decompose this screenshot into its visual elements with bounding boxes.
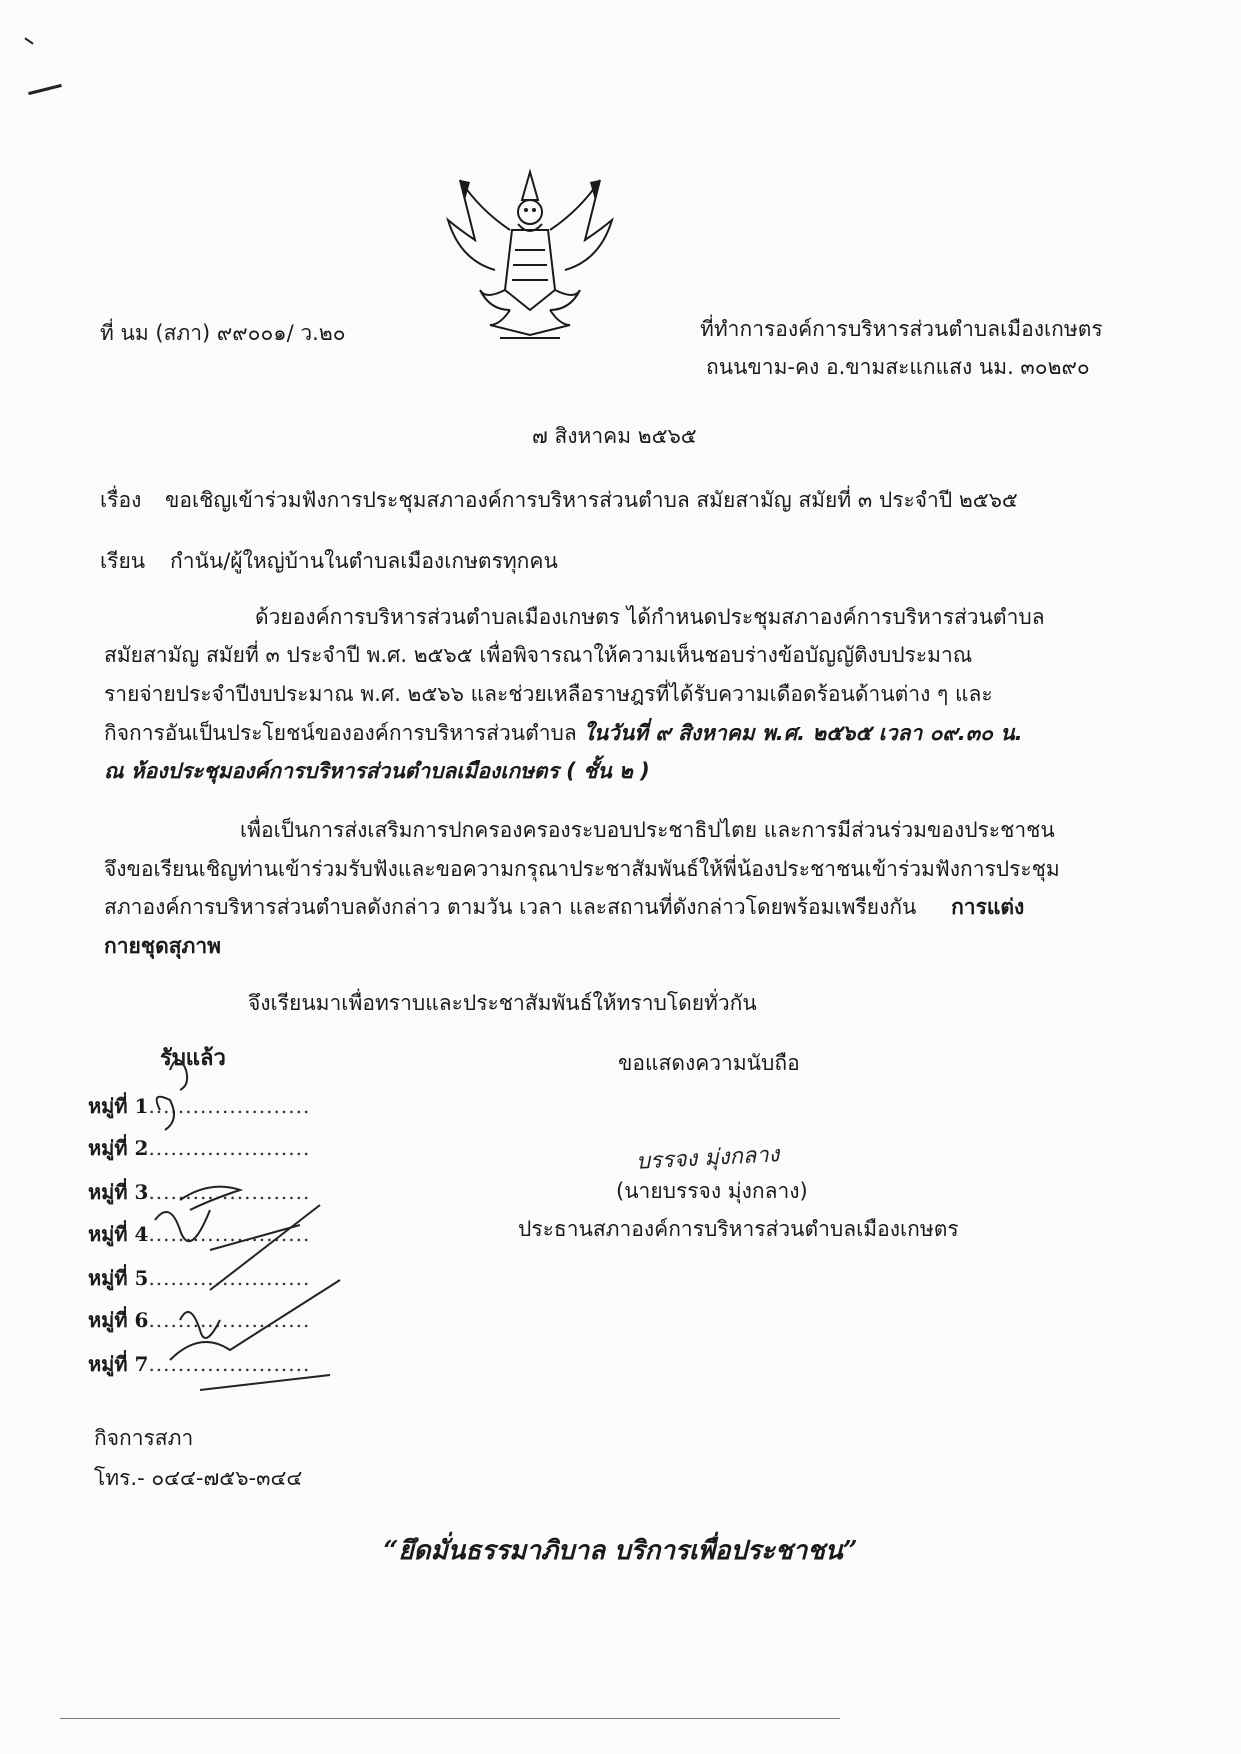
scan-mark — [24, 37, 33, 44]
body-paragraph-1-line: สมัยสามัญ สมัยที่ ๓ ประจำปี พ.ศ. ๒๕๖๕ เพื่อพิจารณาให้ความเห็นชอบร่างข้อบัญญัติงบประมาณ — [104, 643, 973, 667]
village-dots: ...................... — [148, 1094, 311, 1118]
body-text: กิจการอันเป็นประโยชน์ขององค์การบริหารส่วนตำบล — [104, 721, 584, 745]
village-dots: ...................... — [148, 1352, 311, 1376]
body-paragraph-1-line: ด้วยองค์การบริหารส่วนตำบลเมืองเกษตร ได้กำหนดประชุมสภาองค์การบริหารส่วนตำบล — [255, 605, 1045, 629]
body-paragraph-1-line: รายจ่ายประจำปีงบประมาณ พ.ศ. ๒๕๖๖ และช่วยเหลือราษฎรที่ได้รับความเดือดร้อนด้านต่าง ๆ และ — [104, 682, 993, 706]
organization-motto: “ยึดมั่นธรรมาภิบาล บริการเพื่อประชาชน” — [383, 1536, 858, 1566]
signer-position: ประธานสภาองค์การบริหารส่วนตำบลเมืองเกษตร — [518, 1217, 959, 1241]
village-dots: ...................... — [148, 1308, 311, 1332]
office-address-line1: ที่ทำการองค์การบริหารส่วนตำบลเมืองเกษตร — [700, 317, 1103, 341]
subject-text: ขอเชิญเข้าร่วมฟังการประชุมสภาองค์การบริหารส่วนตำบล สมัยสามัญ สมัยที่ ๓ ประจำปี ๒๕๖๕ — [165, 488, 1018, 512]
village-label: หมู่ที่ 4 — [88, 1222, 149, 1246]
scan-line-bottom — [60, 1718, 840, 1719]
scan-mark — [28, 84, 62, 95]
closing-regards: ขอแสดงความนับถือ — [618, 1051, 800, 1075]
body-paragraph-2-line: จึงขอเรียนเชิญท่านเข้าร่วมรับฟังและขอความกรุณาประชาสัมพันธ์ให้พี่น้องประชาชนเข้าร่วมฟังการประชุม — [104, 857, 1060, 881]
dress-code: การแต่ง — [951, 895, 1025, 919]
letter-date: ๗ สิงหาคม ๒๕๖๕ — [532, 424, 697, 448]
body-paragraph-1-line — [104, 720, 1023, 746]
meeting-datetime: ในวันที่ ๙ สิงหาคม พ.ศ. ๒๕๖๕ เวลา ๐๙.๓๐ น. — [583, 721, 1023, 745]
office-address-line2: ถนนขาม-คง อ.ขามสะแกแสง นม. ๓๐๒๙๐ — [706, 355, 1090, 379]
village-dots: ...................... — [148, 1266, 311, 1290]
subject-label: เรื่อง — [100, 488, 142, 512]
reference-number: ที่ นม (สภา) ๙๙๐๐๑/ ว.๒๐ — [100, 321, 346, 345]
handwritten-initials-icon — [60, 1030, 360, 1410]
village-label: หมู่ที่ 1 — [88, 1094, 149, 1118]
village-label: หมู่ที่ 2 — [88, 1136, 149, 1160]
recipient-label: เรียน — [100, 549, 146, 573]
village-label: หมู่ที่ 5 — [88, 1266, 149, 1290]
garuda-emblem-icon — [440, 160, 620, 345]
village-label: หมู่ที่ 3 — [88, 1180, 149, 1204]
meeting-location: ณ ห้องประชุมองค์การบริหารส่วนตำบลเมืองเกษตร ( ชั้น ๒ ) — [104, 759, 650, 783]
department-name: กิจการสภา — [94, 1426, 194, 1450]
body-paragraph-3: จึงเรียนมาเพื่อทราบและประชาสัมพันธ์ให้ทราบโดยทั่วกัน — [248, 991, 757, 1015]
dress-code: กายชุดสุภาพ — [104, 934, 221, 958]
phone-number: โทร.- ๐๔๔-๗๕๖-๓๔๔ — [94, 1466, 303, 1490]
handwritten-signature: บรรจง มุ่งกลาง — [635, 1142, 780, 1175]
village-dots: ...................... — [148, 1222, 311, 1246]
village-label: หมู่ที่ 7 — [88, 1352, 149, 1376]
body-text: สภาองค์การบริหารส่วนตำบลดังกล่าว ตามวัน เวลา และสถานที่ดังกล่าวโดยพร้อมเพรียงกัน — [104, 895, 917, 919]
body-paragraph-2-line: เพื่อเป็นการส่งเสริมการปกครองครองระบอบประชาธิปไตย และการมีส่วนร่วมของประชาชน — [240, 818, 1055, 842]
village-dots: ...................... — [148, 1180, 311, 1204]
village-dots: ...................... — [148, 1136, 311, 1160]
village-label: หมู่ที่ 6 — [88, 1308, 149, 1332]
recipient-text: กำนัน/ผู้ใหญ่บ้านในตำบลเมืองเกษตรทุกคน — [170, 549, 558, 573]
receipt-heading: รับแล้ว — [160, 1045, 226, 1071]
signer-name: (นายบรรจง มุ่งกลาง) — [616, 1179, 808, 1203]
body-paragraph-2-line — [104, 894, 1024, 920]
